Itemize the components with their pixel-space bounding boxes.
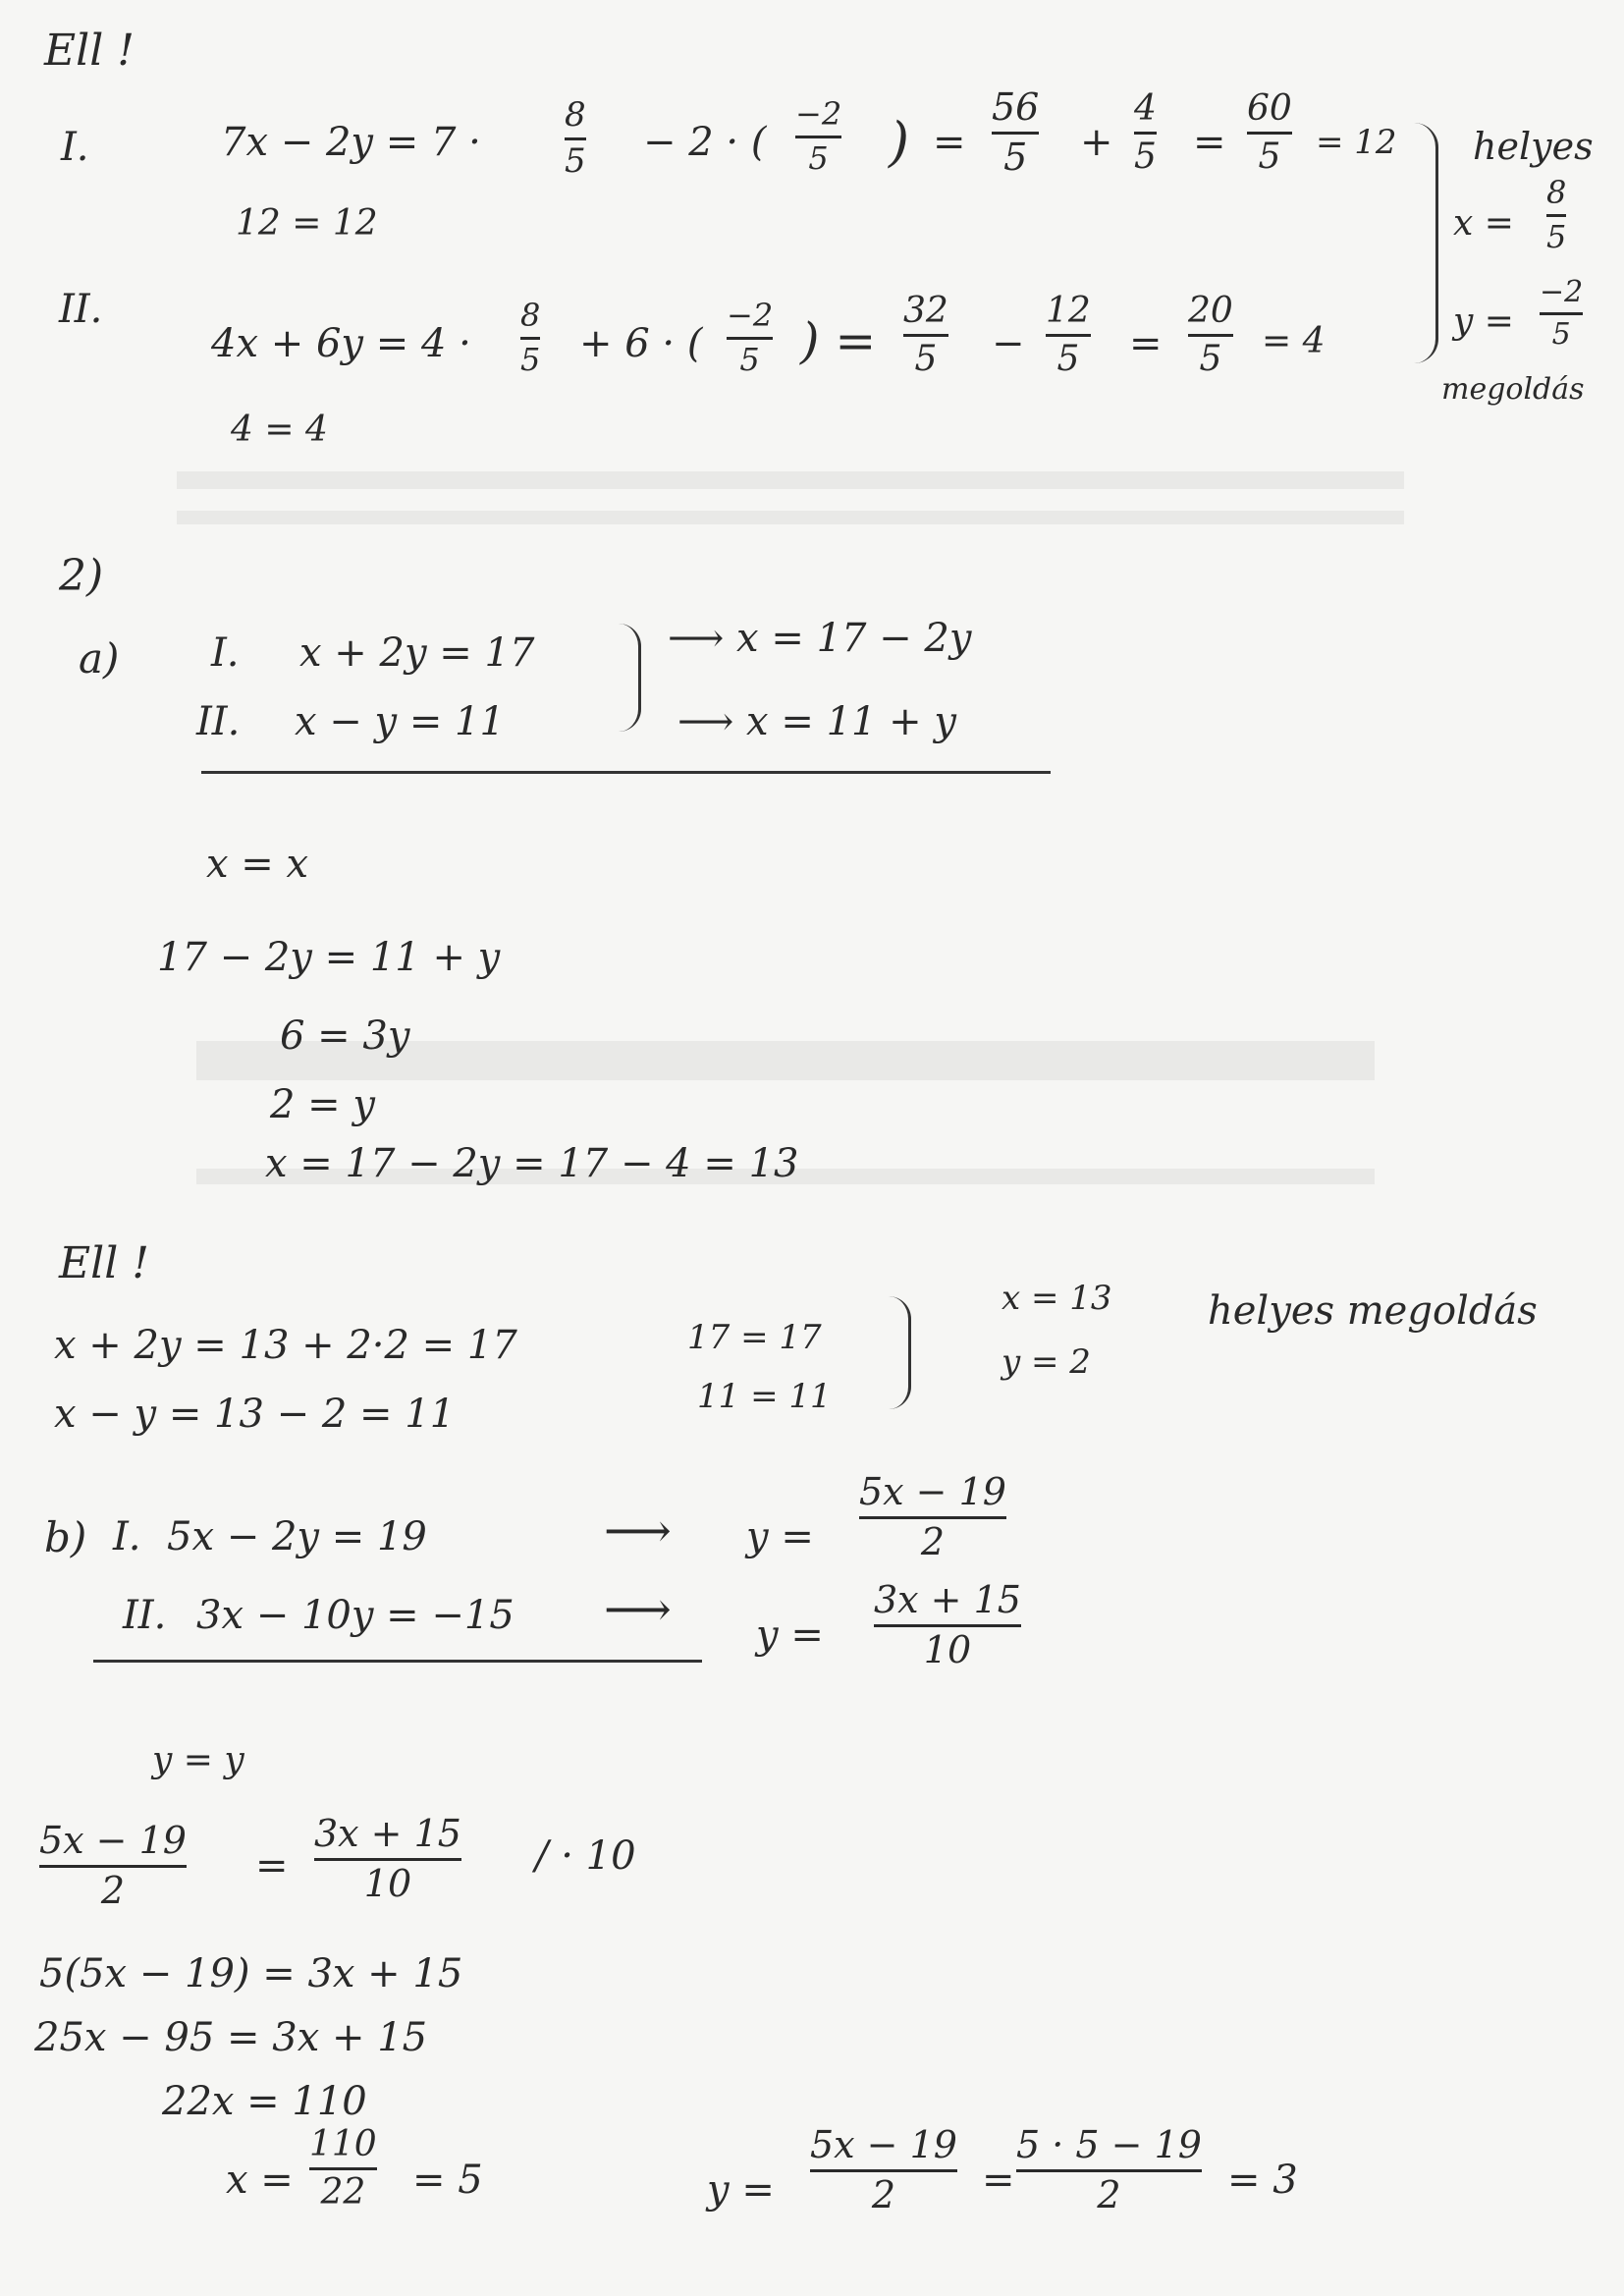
a-label-i: I.	[211, 630, 240, 676]
part-a-label: a)	[79, 634, 120, 683]
a-label-ii: II.	[196, 699, 241, 744]
a-eq2: x − y = 11	[295, 699, 505, 744]
eq1-fraction-4-5: 4 5	[1134, 88, 1157, 177]
side-helyes: helyes	[1473, 125, 1594, 168]
b-arrow-2: ⟶	[604, 1582, 672, 1637]
eq1-fraction-neg2-5: −2 5	[795, 95, 842, 177]
side-x-fraction: 8 5	[1546, 174, 1567, 255]
b-x-lhs: x =	[226, 2158, 294, 2203]
eq2-fraction-32-5: 32 5	[903, 291, 948, 379]
eq1-equals-2: =	[1193, 120, 1226, 165]
eq1-fraction-60-5: 60 5	[1247, 88, 1292, 177]
b-step-1: 5(5x − 19) = 3x + 15	[39, 1951, 463, 1996]
b-y-equals: =	[982, 2158, 1015, 2203]
b-y-lhs: y =	[707, 2167, 775, 2213]
b-step-2: 25x − 95 = 3x + 15	[34, 2015, 428, 2060]
part2-number: 2)	[59, 551, 104, 601]
b-arrow-1: ⟶	[604, 1503, 672, 1558]
b-eq1: 5x − 2y = 19	[167, 1514, 427, 1559]
side-megoldas: megoldás	[1441, 372, 1585, 407]
b-setup-multiplier: / · 10	[535, 1833, 636, 1879]
show-through-band-2	[177, 511, 1404, 524]
a-check-brace	[889, 1296, 911, 1409]
b-step-3: 22x = 110	[162, 2079, 367, 2124]
eq2-fraction-20-5: 20 5	[1188, 291, 1233, 379]
b-y2-fraction: 3x + 15 10	[874, 1578, 1021, 1671]
a-step-3: 6 = 3y	[280, 1013, 410, 1059]
a-check-note: helyes megoldás	[1208, 1288, 1538, 1334]
b-setup-equals: =	[255, 1843, 289, 1888]
a-step-2: 17 − 2y = 11 + y	[157, 935, 501, 980]
b-x-fraction: 110 22	[309, 2124, 377, 2213]
eq2-result: = 4	[1262, 321, 1326, 361]
b-y1-lhs: y =	[746, 1514, 814, 1559]
eq1-equals-1: =	[933, 120, 966, 165]
eq2-minus: −	[992, 321, 1025, 366]
eq1-close: )	[889, 111, 910, 173]
b-y-result: = 3	[1227, 2158, 1298, 2203]
solution-brace	[1414, 123, 1438, 363]
b-y-fraction: 5x − 19 2	[810, 2123, 957, 2216]
eq1-mid: − 2 · (	[643, 120, 767, 165]
a-brace	[619, 624, 641, 732]
a-check-heading: Ell !	[59, 1238, 149, 1288]
eq1-fraction-8-5: 8 5	[565, 95, 586, 181]
part-b-label: b)	[44, 1513, 87, 1561]
eq1-check: 12 = 12	[236, 203, 378, 244]
a-check-line-2: x − y = 13 − 2 = 11	[54, 1392, 456, 1437]
eq2-lhs: 4x + 6y = 4 ·	[211, 321, 471, 366]
a-check-y: y = 2	[1001, 1342, 1091, 1382]
eq2-check: 4 = 4	[231, 410, 328, 450]
a-step-4: 2 = y	[270, 1082, 375, 1127]
a-check-result-1: 17 = 17	[687, 1318, 822, 1357]
eq2-fraction-12-5: 12 5	[1046, 291, 1091, 379]
side-y-label: y =	[1453, 301, 1514, 342]
b-underline	[93, 1660, 702, 1663]
b-x-result: = 5	[412, 2158, 483, 2203]
eq1-result: = 12	[1316, 123, 1397, 162]
b-y2-lhs: y =	[756, 1613, 824, 1658]
eq1-plus: +	[1080, 120, 1113, 165]
b-y-equals-y: y = y	[152, 1740, 244, 1780]
eq2-fraction-neg2-5: −2 5	[727, 297, 774, 378]
b-label-i: I.	[113, 1514, 141, 1559]
a-derived-2: ⟶ x = 11 + y	[677, 699, 957, 744]
label-ii: II.	[59, 287, 103, 332]
a-derived-1: ⟶ x = 17 − 2y	[668, 616, 972, 661]
a-check-x: x = 13	[1001, 1279, 1112, 1318]
a-check-line-1: x + 2y = 13 + 2·2 = 17	[54, 1323, 517, 1368]
b-setup-left-fraction: 5x − 19 2	[39, 1819, 187, 1912]
eq2-equals: =	[1129, 321, 1163, 366]
side-x-label: x =	[1453, 203, 1514, 244]
label-i: I.	[61, 125, 89, 170]
b-setup-right-fraction: 3x + 15 10	[314, 1812, 461, 1905]
a-step-1: x = x	[206, 842, 309, 887]
b-label-ii: II.	[123, 1593, 167, 1638]
check-heading: Ell !	[44, 26, 135, 76]
side-y-fraction: −2 5	[1540, 275, 1584, 352]
b-eq2: 3x − 10y = −15	[196, 1593, 514, 1638]
a-check-result-2: 11 = 11	[697, 1377, 832, 1416]
eq2-plus: + 6 · (	[579, 321, 703, 366]
a-underline	[201, 771, 1051, 774]
eq2-close: ) =	[800, 312, 877, 369]
eq1-lhs: 7x − 2y = 7 ·	[221, 120, 481, 165]
b-y1-fraction: 5x − 19 2	[859, 1470, 1006, 1563]
eq2-fraction-8-5: 8 5	[520, 297, 541, 378]
a-eq1: x + 2y = 17	[299, 630, 535, 676]
a-step-5: x = 17 − 2y = 17 − 4 = 13	[265, 1141, 799, 1186]
eq1-fraction-56-5: 56 5	[992, 85, 1040, 179]
show-through-band-1	[177, 471, 1404, 489]
b-y-substituted-fraction: 5 · 5 − 19 2	[1016, 2123, 1202, 2216]
